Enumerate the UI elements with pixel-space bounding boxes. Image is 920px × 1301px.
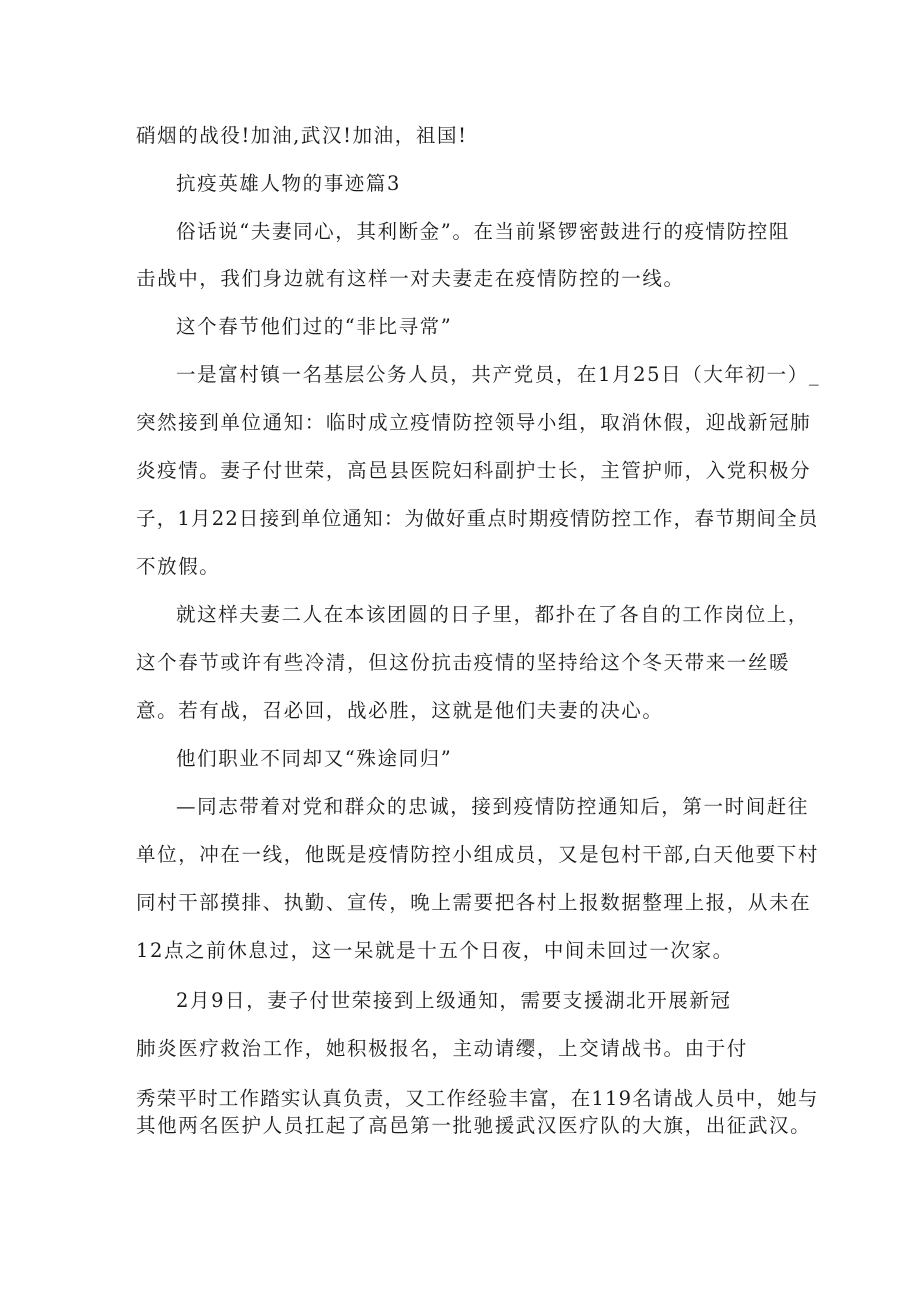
text-line: 硝烟的战役!加油,武汉!加油，祖国! xyxy=(136,124,468,147)
text-line: 12点之前休息过，这一呆就是十五个日夜，中间未回过一次家。 xyxy=(136,939,734,962)
text-line: 就这样夫妻二人在本该团圆的日子里，都扑在了各自的工作岗位上， xyxy=(176,603,810,626)
text-line: 这个春节或许有些冷清，但这份抗击疫情的坚持给这个冬天带来一丝暖 xyxy=(136,651,791,674)
text-line: 突然接到单位通知：临时成立疫情防控领导小组，取消休假，迎战新冠肺 xyxy=(136,411,812,434)
text-line: 一是富村镇一名基层公务人员，共产党员，在1月25日（大年初一）_ xyxy=(176,363,821,386)
text-line: 秀荣平时工作踏实认真负责，又工作经验丰富，在119名请战人员中，她与 xyxy=(136,1087,819,1110)
text-line: —同志带着对党和群众的忠诚，接到疫情防控通知后，第一时间赶往 xyxy=(176,795,810,818)
subheading: 他们职业不同却又“殊途同归” xyxy=(176,747,453,770)
text-line: 其他两名医护人员扛起了高邑第一批驰援武汉医疗队的大旗，出征武汉。 xyxy=(136,1114,812,1137)
text-line: 炎疫情。妻子付世荣，高邑县医院妇科副护士长，主管护师，入党积极分 xyxy=(136,459,812,482)
text-line: 单位，冲在一线，他既是疫情防控小组成员，又是包村干部,白天他要下村 xyxy=(136,843,819,866)
text-line: 同村干部摸排、执勤、宣传，晚上需要把各村上报数据整理上报，从未在 xyxy=(136,891,812,914)
text-line: 击战中，我们身边就有这样一对夫妻走在疫情防控的一线。 xyxy=(136,267,685,290)
subheading: 这个春节他们过的“非比寻常” xyxy=(176,315,453,338)
text-line: 意。若有战，召必回，战必胜，这就是他们夫妻的决心。 xyxy=(136,699,664,722)
text-line: 肺炎医疗救治工作，她积极报名，主动请缨，上交请战书。由于付 xyxy=(136,1037,748,1060)
text-line: 2月9日，妻子付世荣接到上级通知，需要支援湖北开展新冠 xyxy=(176,989,732,1012)
section-heading: 抗疫英雄人物的事迹篇3 xyxy=(176,172,402,195)
text-line: 俗话说“夫妻同心，其利断金”。在当前紧锣密鼓进行的疫情防控阻 xyxy=(176,220,790,243)
text-line: 子，1月22日接到单位通知：为做好重点时期疫情防控工作，春节期间全员 xyxy=(136,507,819,530)
text-line: 不放假。 xyxy=(136,555,221,578)
